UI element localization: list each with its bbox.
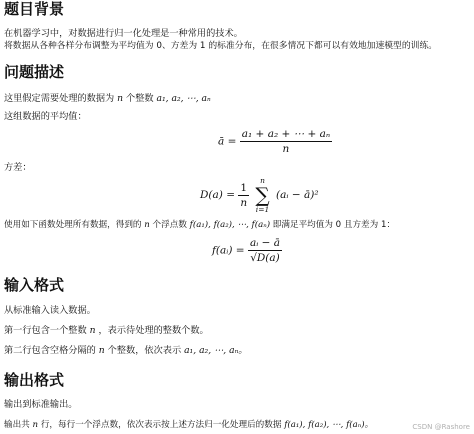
output-line-2-prefix: 输出共	[4, 420, 30, 430]
description-line-1-prefix: 这里假定需要处理的数据为	[4, 93, 115, 104]
symbol-n: n	[98, 345, 105, 356]
output-line-2-mid: 行，每行一个浮点数，依次表示按上述方法归一化处理后的数据	[40, 420, 282, 430]
variance-coefficient	[238, 182, 249, 209]
sequence-a: a₁, a₂, ⋯, aₙ	[156, 93, 211, 104]
description-heading: 问题描述	[4, 63, 65, 81]
input-sequence-a: a₁, a₂, ⋯, aₙ。	[184, 345, 248, 356]
input-line-3-mid: 个整数，依次表示	[107, 345, 182, 356]
background-line-2: 将数据从各种各样分布调整为平均值为 0、方差为 1 的标准分布，在很多情况下都可以有效地加速模型的训练。	[4, 41, 438, 51]
description-line-3-prefix: 使用如下函数处理所有数据，得到的	[4, 220, 142, 230]
variance-coef-num: 1	[240, 181, 248, 194]
input-line-1: 从标准输入读入数据。	[4, 305, 96, 316]
sequence-f: f(a₁), f(a₂), ⋯, f(aₙ)	[189, 220, 271, 230]
input-line-2-suffix: ，表示待处理的整数个数。	[98, 325, 209, 336]
description-line-3	[4, 219, 395, 231]
background-heading: 题目背景	[4, 0, 65, 18]
description-line-3-suffix: 即满足平均值为 0 且方差为 1：	[272, 220, 396, 230]
normalization-denominator: √D(a)	[250, 252, 280, 264]
mean-lhs: ā =	[218, 135, 237, 148]
sigma-symbol: ∑	[255, 183, 270, 207]
normalization-formula	[212, 237, 282, 264]
sum-upper-limit: n	[260, 176, 265, 185]
sum-lower-limit: i=1	[255, 205, 270, 214]
variance-label: 方差：	[4, 162, 32, 173]
mean-formula	[218, 128, 332, 155]
background-line-1: 在机器学习中，对数据进行归一化处理是一种常用的技术。	[4, 28, 243, 39]
symbol-n: n	[117, 93, 124, 104]
mean-fraction	[240, 128, 332, 155]
description-line-1	[4, 93, 211, 105]
input-line-2-prefix: 第一行包含一个整数	[4, 325, 87, 336]
output-heading: 输出格式	[4, 371, 65, 389]
normalization-numerator: aᵢ − ā	[249, 237, 281, 249]
variance-lhs: D(a) =	[200, 189, 236, 201]
output-sequence-f: f(a₁), f(a₂), ⋯, f(aₙ)。	[284, 420, 374, 430]
watermark: CSDN @Rashore	[412, 423, 470, 431]
mean-numerator: a₁ + a₂ + ⋯ + aₙ	[241, 128, 331, 140]
description-line-3-mid: 个浮点数	[152, 220, 187, 230]
variance-body: (aᵢ − ā)²	[276, 189, 319, 201]
description-line-1-mid: 个整数	[126, 93, 154, 104]
variance-formula	[200, 176, 319, 214]
symbol-n: n	[144, 220, 150, 230]
symbol-n: n	[89, 325, 96, 336]
input-line-3-prefix: 第二行包含空格分隔的	[4, 345, 96, 356]
normalization-fraction	[248, 237, 282, 264]
output-line-1: 输出到标准输出。	[4, 399, 78, 410]
input-line-3	[4, 345, 247, 357]
mean-denominator: n	[282, 143, 290, 155]
input-heading: 输入格式	[4, 276, 65, 294]
input-line-2	[4, 325, 209, 337]
symbol-n: n	[32, 420, 39, 430]
output-line-2	[4, 419, 373, 431]
description-line-2: 这组数据的平均值：	[4, 111, 87, 122]
normalization-lhs: f(aᵢ) =	[212, 244, 245, 257]
summation-operator	[255, 176, 269, 214]
variance-coef-den: n	[240, 196, 248, 209]
